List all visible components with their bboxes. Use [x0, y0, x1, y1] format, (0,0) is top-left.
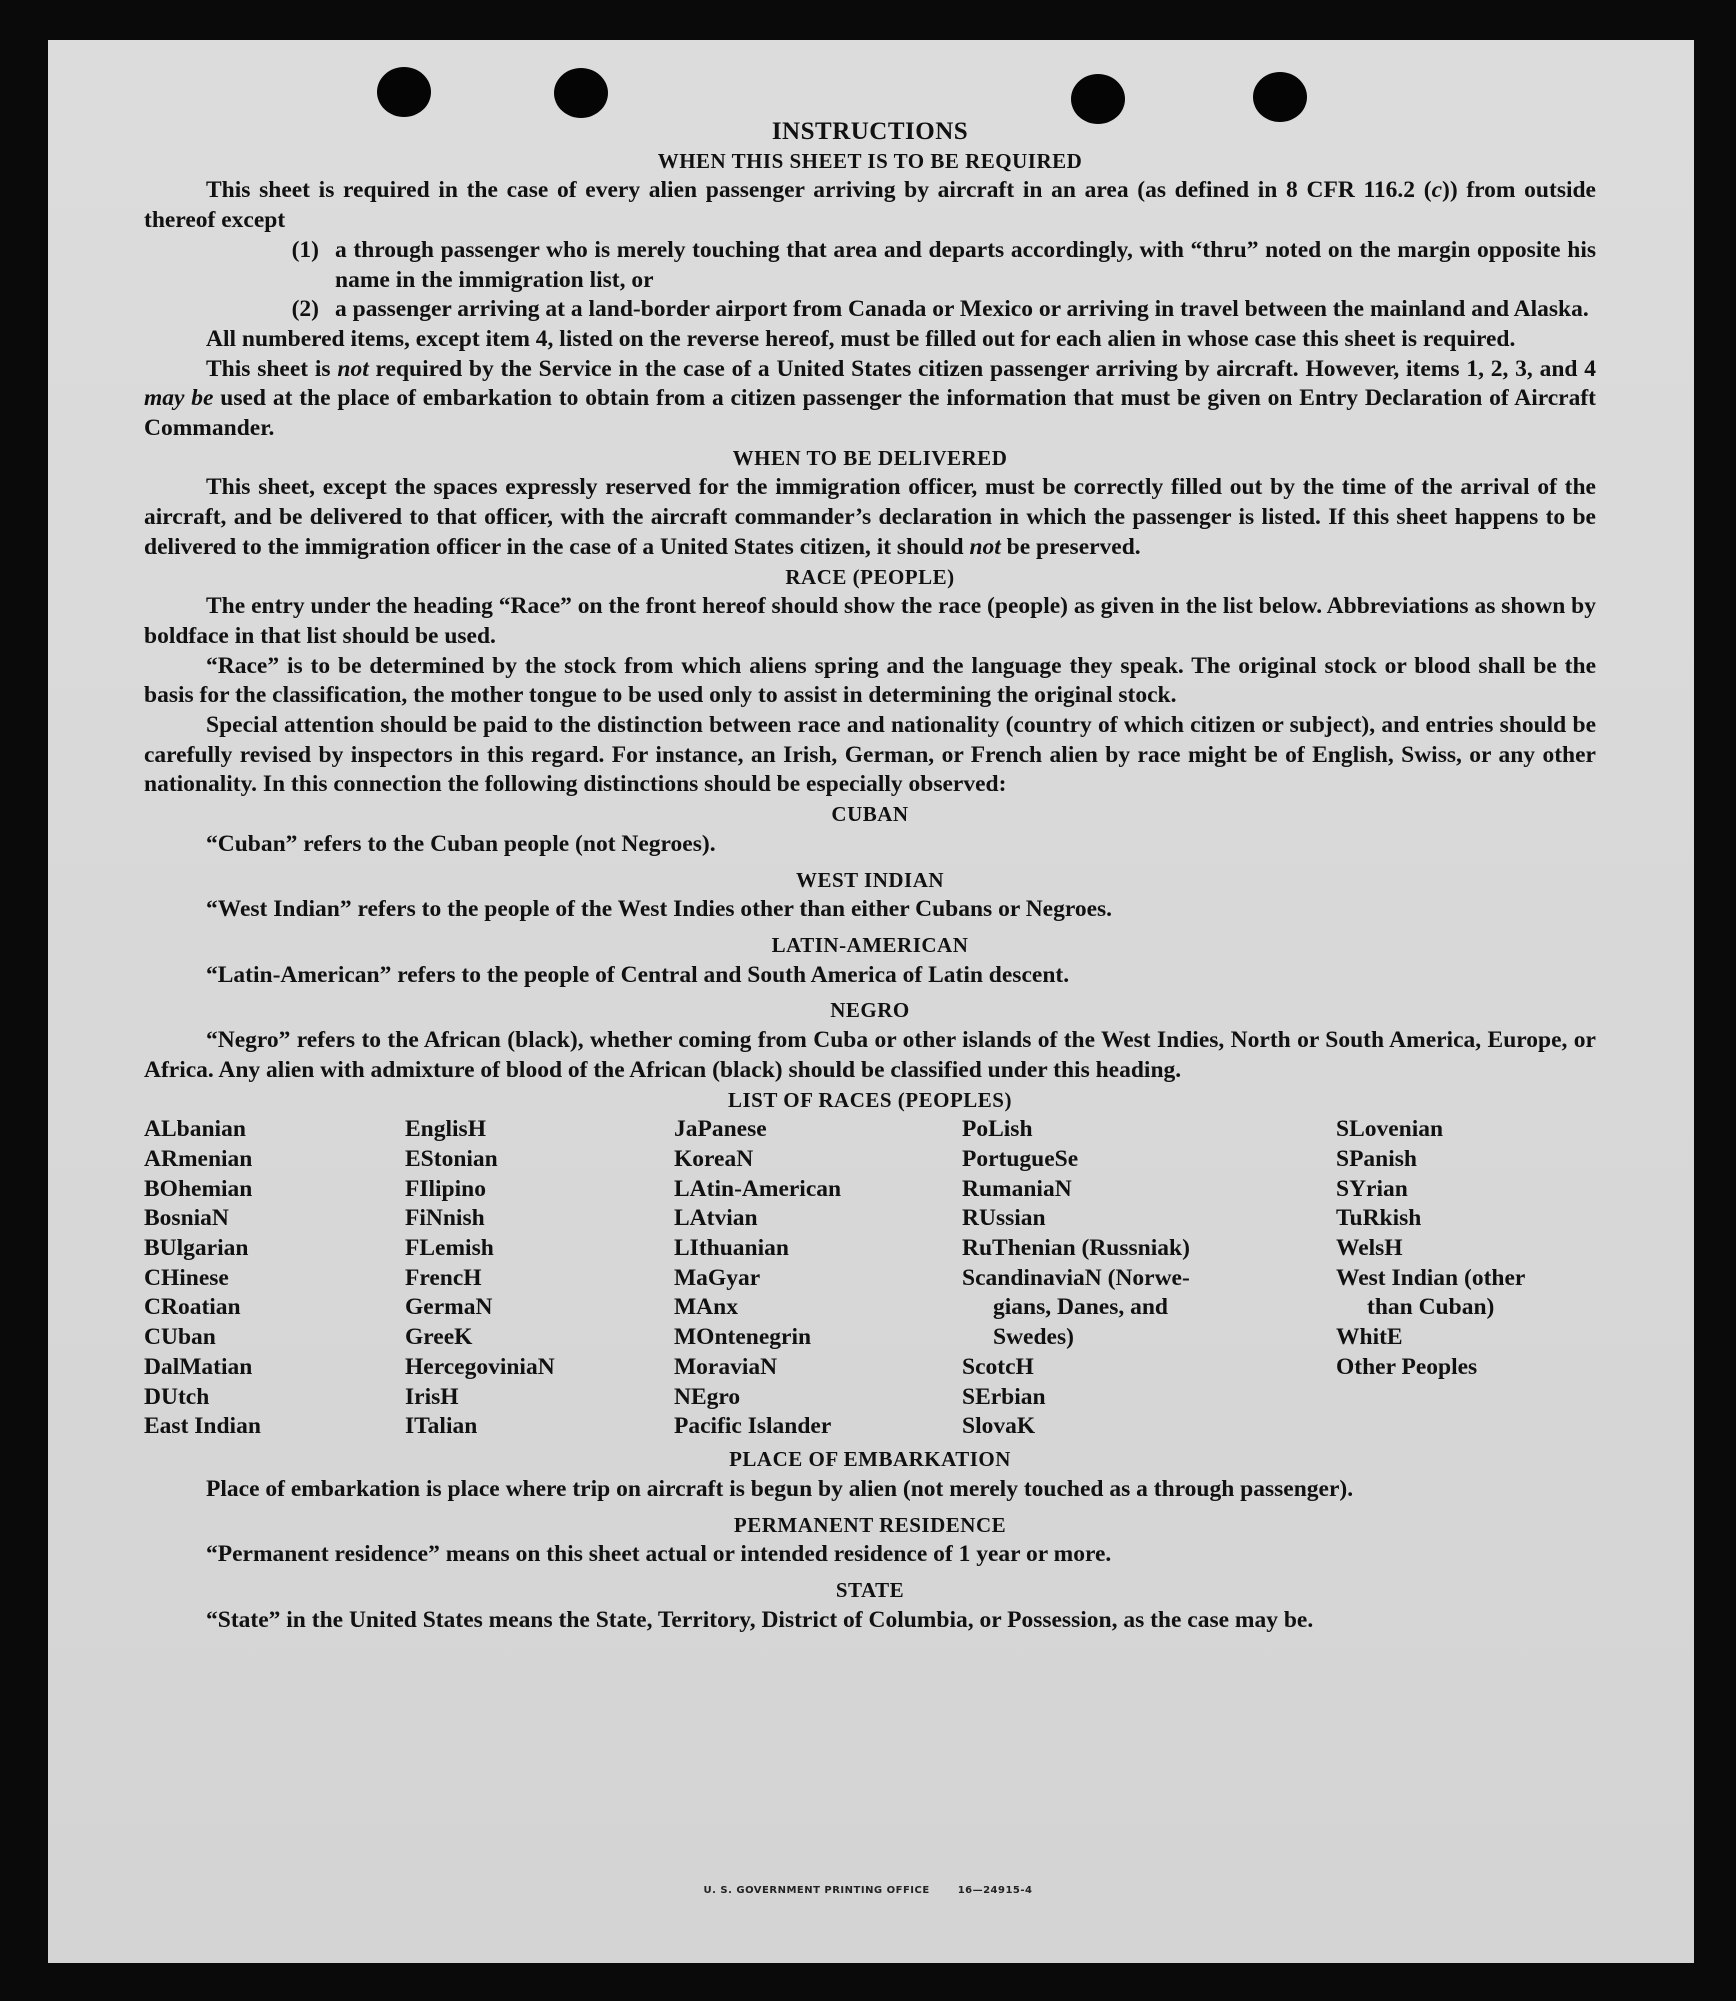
paragraph: Special attention should be paid to the distinction between race and nationality (country of which citizen or subject), and entries should be carefully revised by inspectors in this regard. For instance, an Irish, German, or French alien by race might be of English, Swiss, or any other nationality. In this connection the following distinctions should be especially observed: [144, 712, 1596, 798]
race-item: RumaniaN [962, 1175, 1072, 1202]
paragraph: “State” in the United States means the State, Territory, District of Columbia, or Possession, as the case may be. [206, 1606, 1314, 1633]
race-item: GermaN [405, 1294, 493, 1321]
race-item: SYrian [1336, 1175, 1408, 1202]
section-heading: RACE (PEOPLE) [785, 564, 955, 589]
list-item [144, 295, 1596, 325]
race-column [674, 1115, 841, 1442]
text: not [337, 355, 369, 382]
race-item: SlovaK [962, 1413, 1036, 1440]
race-item: gians, Danes, and [993, 1294, 1168, 1321]
race-item: Other Peoples [1336, 1353, 1478, 1380]
text: required by the Service in the case of a United States citizen passenger arriving by aircraft. However, items 1, 2, 3, and 4 [368, 355, 1596, 382]
race-item: SErbian [962, 1383, 1046, 1410]
race-item: EnglisH [405, 1116, 486, 1143]
section-heading: PLACE OF EMBARKATION [729, 1447, 1011, 1472]
race-item: IrisH [405, 1383, 459, 1410]
race-item: SPanish [1336, 1145, 1417, 1172]
item-text: a passenger arriving at a land-border airport from Canada or Mexico or arriving in travel between the mainland and Alaska. [335, 296, 1589, 323]
paragraph: The entry under the heading “Race” on the front hereof should show the race (people) as given in the list below. Abbreviations as shown by boldface in that list should be used. [144, 593, 1596, 649]
text: c [1431, 177, 1442, 204]
race-item: FLemish [405, 1235, 494, 1262]
paragraph [144, 176, 1596, 235]
item-text: a through passenger who is merely touching that area and departs accordingly, with “thru” noted on the margin opposite his name in the immigration list, or [335, 236, 1596, 293]
race-item: BUlgarian [144, 1235, 249, 1262]
race-item: DalMatian [144, 1353, 253, 1380]
race-column [1336, 1115, 1525, 1382]
race-item: FrencH [405, 1264, 482, 1291]
section-heading: WHEN THIS SHEET IS TO BE REQUIRED [657, 148, 1083, 173]
race-item: LAtvian [674, 1205, 758, 1232]
section-heading: NEGRO [830, 998, 910, 1023]
race-item: NEgro [674, 1383, 741, 1410]
paragraph: “Negro” refers to the African (black), whether coming from Cuba or other islands of the West Indies, North or South America, Europe, or Africa. Any alien with admixture of blood of the African (black) should be classified under this heading. [144, 1027, 1596, 1083]
race-item: than Cuban) [1367, 1294, 1495, 1321]
race-item: ARmenian [144, 1145, 253, 1172]
section-heading: WEST INDIAN [795, 867, 945, 892]
race-item: MaGyar [674, 1264, 761, 1291]
text: not [969, 533, 1001, 560]
race-item: RuThenian (Russniak) [962, 1235, 1190, 1262]
printer-imprint [0, 1885, 1736, 1896]
instructions-text [144, 117, 1596, 1635]
race-item: DUtch [144, 1383, 210, 1410]
text: used at the place of embarkation to obtain from a citizen passenger the information that must be given on Entry Declaration of Aircraft Commander. [144, 385, 1596, 442]
race-item: PortugueSe [962, 1145, 1079, 1172]
paragraph: “Cuban” refers to the Cuban people (not Negroes). [206, 830, 716, 857]
race-item: WhitE [1336, 1324, 1403, 1351]
race-item: FIlipino [405, 1175, 486, 1202]
race-column [962, 1115, 1190, 1442]
paragraph: All numbered items, except item 4, listed on the reverse hereof, must be filled out for each alien in whose case this sheet is required. [206, 325, 1516, 352]
race-item: EStonian [405, 1145, 498, 1172]
race-item: JaPanese [674, 1116, 767, 1143]
races-list [144, 1115, 1596, 1445]
paragraph: “Permanent residence” means on this sheet actual or intended residence of 1 year or more. [206, 1541, 1112, 1568]
race-item: MOntenegrin [674, 1324, 812, 1351]
race-item: RUssian [962, 1205, 1046, 1232]
punch-hole [1253, 72, 1307, 122]
section-heading: STATE [835, 1578, 905, 1603]
race-item: PoLish [962, 1116, 1033, 1143]
paragraph [144, 473, 1596, 562]
section-heading: LATIN-AMERICAN [771, 932, 969, 957]
section-heading: WHEN TO BE DELIVERED [732, 445, 1008, 470]
race-item: CUban [144, 1324, 216, 1351]
paragraph: “Latin-American” refers to the people of Central and South America of Latin descent. [206, 961, 1070, 988]
printer-name: U. S. GOVERNMENT PRINTING OFFICE [703, 1885, 930, 1896]
text: be preserved. [1000, 533, 1141, 560]
race-item: CHinese [144, 1264, 229, 1291]
paragraph: “Race” is to be determined by the stock from which aliens spring and the language they speak. The original stock or blood shall be the basis for the classification, the mother tongue to be used only to assist in determining the original stock. [144, 652, 1596, 709]
section-heading: CUBAN [831, 802, 909, 827]
race-item: ScandinaviaN (Norwe- [962, 1264, 1190, 1291]
race-item: LAtin-American [674, 1175, 842, 1202]
race-item: West Indian (other [1336, 1264, 1526, 1291]
race-item: FiNnish [405, 1205, 485, 1232]
punch-hole [377, 67, 431, 117]
race-item: ALbanian [144, 1116, 246, 1143]
page-title: INSTRUCTIONS [771, 118, 969, 145]
text: )) from outside thereof except [144, 177, 1596, 234]
paragraph [144, 355, 1596, 444]
race-item: MAnx [674, 1294, 738, 1321]
text: This sheet, except the spaces expressly reserved for the immigration officer, must be correctly filled out by the time of the arrival of the aircraft, and be delivered to that officer, with the aircraft commander’s declaration in which the passenger is listed. If this sheet happens to be delivered to the immigration officer in the case of a United States citizen, it should [144, 474, 1596, 560]
race-item: KoreaN [674, 1145, 754, 1172]
text: may be [144, 385, 214, 412]
race-item: Swedes) [993, 1324, 1074, 1351]
race-item: TuRkish [1336, 1205, 1422, 1232]
item-number: (2) [291, 296, 319, 323]
race-item: ITalian [405, 1413, 478, 1440]
paragraph: Place of embarkation is place where trip on aircraft is begun by alien (not merely touched as a through passenger). [206, 1475, 1354, 1502]
race-column [144, 1115, 261, 1442]
race-item: MoraviaN [674, 1353, 778, 1380]
race-item: ScotcH [962, 1353, 1034, 1380]
text: This sheet is [206, 355, 338, 382]
item-number: (1) [291, 236, 319, 263]
race-item: Pacific Islander [674, 1413, 832, 1440]
section-heading: LIST OF RACES (PEOPLES) [728, 1087, 1012, 1112]
race-item: LIthuanian [674, 1235, 789, 1262]
race-column [405, 1115, 555, 1442]
punch-hole [554, 68, 608, 118]
race-item: SLovenian [1336, 1116, 1444, 1143]
race-item: GreeK [405, 1324, 473, 1351]
section-heading: PERMANENT RESIDENCE [733, 1512, 1007, 1537]
race-item: CRoatian [144, 1294, 241, 1321]
paragraph: “West Indian” refers to the people of the West Indies other than either Cubans or Negroes. [206, 896, 1113, 923]
text: This sheet is required in the case of every alien passenger arriving by aircraft in an area (as defined in 8 CFR 116.2 ( [206, 177, 1432, 204]
race-item: BOhemian [144, 1175, 253, 1202]
race-item: East Indian [144, 1413, 261, 1440]
race-item: BosniaN [144, 1205, 229, 1232]
form-number: 16—24915-4 [957, 1885, 1033, 1896]
race-item: HercegoviniaN [405, 1353, 555, 1380]
list-item [144, 236, 1596, 295]
race-item: WelsH [1336, 1235, 1403, 1262]
